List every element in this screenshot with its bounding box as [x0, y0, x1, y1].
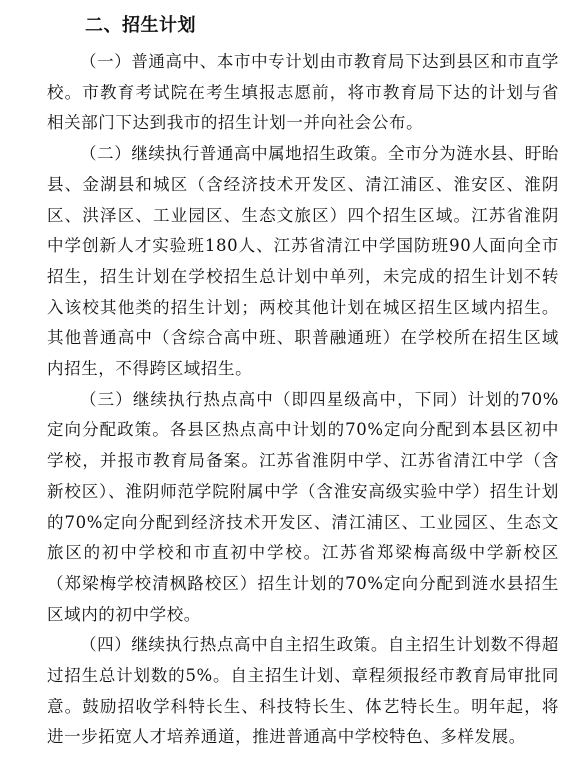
paragraph-3: （三）继续执行热点高中（即四星级高中，下同）计划的70%定向分配政策。各县区热点高中计划的70%定向分配到本县区初中学校，并报市教育局备案。江苏省淮阴中学、江苏省清江中学（含新校区）、淮阴师范学院附属中学（含淮安高级实验中学）招生计划的70%定向分配到经济技术开发区、清江浦区、工业园区、生态文旅区的初中学校和市直初中学校。江苏省郑梁梅高级中学新校区（郑梁梅学校清枫路校区）招生计划的70%定向分配到涟水县招生区域内的初中学校。	[47, 389, 559, 624]
section-title: 二、招生计划	[85, 15, 196, 36]
paragraph-4: （四）继续执行热点高中自主招生政策。自主招生计划数不得超过招生总计划数的5%。自主招生计划、章程须报经市教育局审批同意。鼓励招收学科特长生、科技特长生、体艺特长生。明年起，将进一步拓宽人才培养通道，推进普通高中学校特色、多样发展。	[47, 635, 559, 747]
document-page	[47, 14, 559, 753]
paragraph-1: （一）普通高中、本市中专计划由市教育局下达到县区和市直学校。市教育考试院在考生填报志愿前，将市教育局下达的计划与省相关部门下达到我市的招生计划一并向社会公布。	[47, 52, 559, 133]
paragraph-2: （二）继续执行普通高中属地招生政策。全市分为涟水县、盱眙县、金湖县和城区（含经济技术开发区、清江浦区、淮安区、淮阴区、洪泽区、工业园区、生态文旅区）四个招生区域。江苏省淮阴中学创新人才实验班180人、江苏省清江中学国防班90人面向全市招生，招生计划在学校招生总计划中单列，未完成的招生计划不转入该校其他类的招生计划；两校其他计划在城区招生区域内招生。其他普通高中（含综合高中班、职普融通班）在学校所在招生区域内招生，不得跨区域招生。	[47, 144, 559, 379]
